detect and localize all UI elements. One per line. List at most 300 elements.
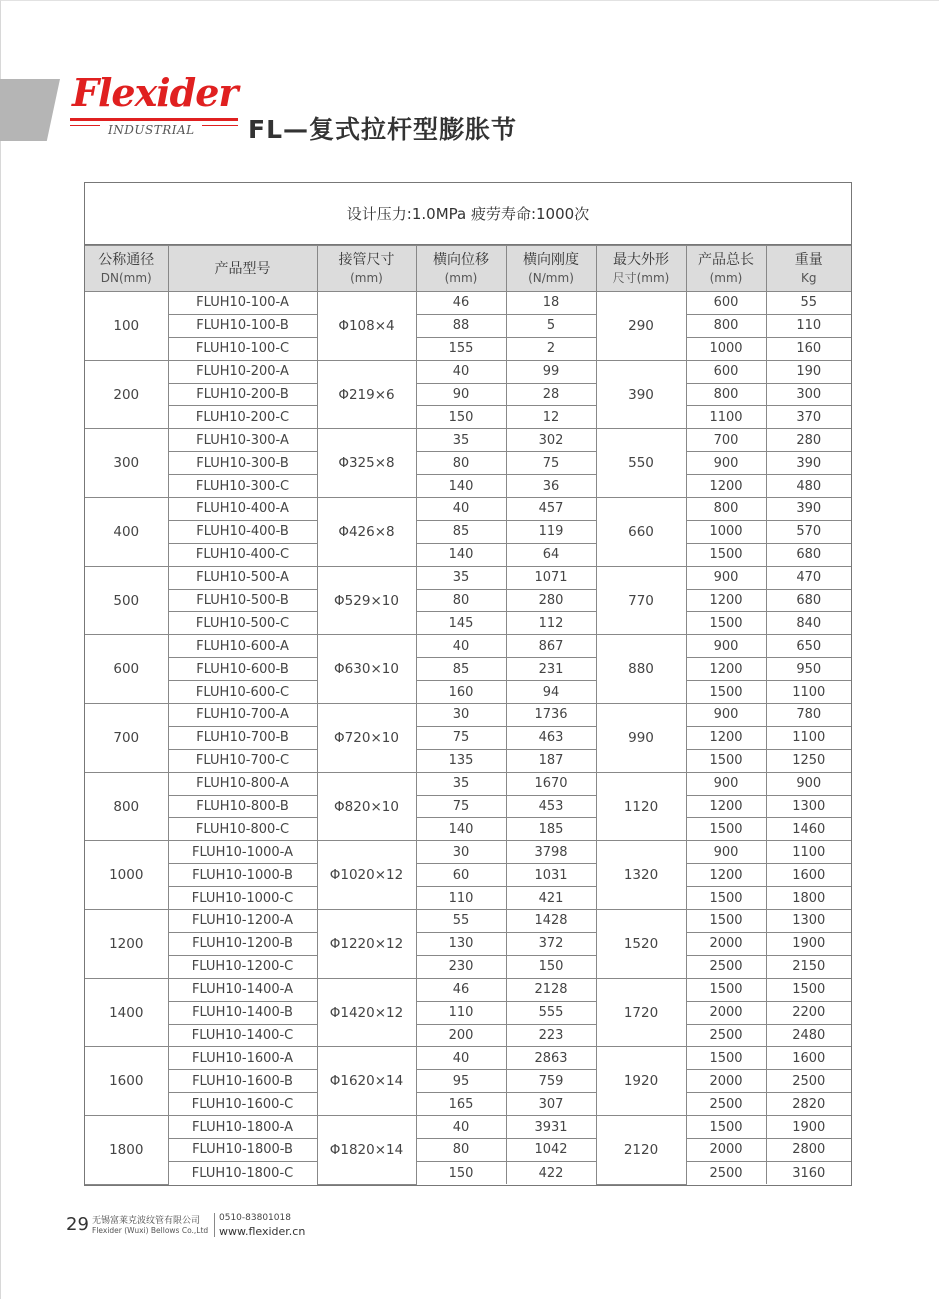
- overall-length-cell: 900: [686, 566, 766, 589]
- table-row: [85, 726, 851, 749]
- overall-length-cell: 1500: [686, 818, 766, 841]
- weight-cell: 160: [766, 337, 851, 360]
- weight-cell: 300: [766, 383, 851, 406]
- weight-cell: 680: [766, 589, 851, 612]
- overall-length-cell: 2500: [686, 1024, 766, 1047]
- dn-cell: 1800: [85, 1116, 168, 1185]
- dn-cell: 400: [85, 498, 168, 567]
- model-cell: FLUH10-800-B: [168, 795, 317, 818]
- model-cell: FLUH10-1600-B: [168, 1070, 317, 1093]
- pipe-size-cell: Φ1820×14: [317, 1116, 416, 1185]
- overall-length-cell: 1200: [686, 726, 766, 749]
- max-outer-size-cell: 770: [596, 566, 686, 635]
- table-row: [85, 314, 851, 337]
- column-header-unit: (mm): [350, 270, 383, 285]
- weight-cell: 390: [766, 498, 851, 521]
- table-row: [85, 635, 851, 658]
- column-header-label: 最大外形: [613, 251, 669, 268]
- lateral-stiffness-cell: 28: [506, 383, 596, 406]
- model-cell: FLUH10-1800-B: [168, 1138, 317, 1161]
- weight-cell: 55: [766, 292, 851, 315]
- overall-length-cell: 2000: [686, 1070, 766, 1093]
- lateral-displacement-cell: 155: [416, 337, 506, 360]
- model-cell: FLUH10-1800-A: [168, 1116, 317, 1139]
- model-cell: FLUH10-100-A: [168, 292, 317, 315]
- lateral-displacement-cell: 75: [416, 795, 506, 818]
- logo-sub-line-left: [70, 125, 100, 126]
- column-header-unit: (mm): [709, 270, 743, 285]
- overall-length-cell: 2000: [686, 932, 766, 955]
- table-row: [85, 795, 851, 818]
- max-outer-size-cell: 2120: [596, 1116, 686, 1185]
- weight-cell: 1500: [766, 978, 851, 1001]
- model-cell: FLUH10-1800-C: [168, 1161, 317, 1184]
- lateral-displacement-cell: 150: [416, 1161, 506, 1184]
- lateral-displacement-cell: 88: [416, 314, 506, 337]
- dn-cell: 500: [85, 566, 168, 635]
- overall-length-cell: 1000: [686, 520, 766, 543]
- dn-cell: 1400: [85, 978, 168, 1047]
- lateral-displacement-cell: 40: [416, 498, 506, 521]
- pipe-size-cell: Φ720×10: [317, 704, 416, 773]
- lateral-displacement-cell: 135: [416, 749, 506, 772]
- model-cell: FLUH10-1600-A: [168, 1047, 317, 1070]
- overall-length-cell: 1500: [686, 681, 766, 704]
- lateral-stiffness-cell: 1428: [506, 910, 596, 933]
- weight-cell: 480: [766, 475, 851, 498]
- table-caption: 设计压力:1.0MPa 疲劳寿命:1000次: [85, 183, 851, 245]
- table-row: [85, 910, 851, 933]
- lateral-stiffness-cell: 3798: [506, 841, 596, 864]
- column-header-label: 横向刚度: [523, 251, 579, 268]
- weight-cell: 1600: [766, 1047, 851, 1070]
- lateral-stiffness-cell: 302: [506, 429, 596, 452]
- weight-cell: 650: [766, 635, 851, 658]
- model-cell: FLUH10-600-A: [168, 635, 317, 658]
- logo-wordmark: Flexider: [72, 70, 238, 115]
- overall-length-cell: 1000: [686, 337, 766, 360]
- lateral-stiffness-cell: 231: [506, 658, 596, 681]
- column-header: [596, 246, 686, 292]
- max-outer-size-cell: 390: [596, 360, 686, 429]
- lateral-stiffness-cell: 36: [506, 475, 596, 498]
- lateral-stiffness-cell: 372: [506, 932, 596, 955]
- header-gray-tab: [0, 79, 60, 141]
- weight-cell: 370: [766, 406, 851, 429]
- overall-length-cell: 800: [686, 498, 766, 521]
- lateral-displacement-cell: 95: [416, 1070, 506, 1093]
- model-cell: FLUH10-500-B: [168, 589, 317, 612]
- overall-length-cell: 900: [686, 841, 766, 864]
- overall-length-cell: 600: [686, 360, 766, 383]
- max-outer-size-cell: 990: [596, 704, 686, 773]
- table-row: [85, 749, 851, 772]
- lateral-stiffness-cell: 12: [506, 406, 596, 429]
- model-cell: FLUH10-600-B: [168, 658, 317, 681]
- table-row: [85, 360, 851, 383]
- weight-cell: 1600: [766, 864, 851, 887]
- model-cell: FLUH10-300-A: [168, 429, 317, 452]
- lateral-displacement-cell: 35: [416, 772, 506, 795]
- lateral-stiffness-cell: 185: [506, 818, 596, 841]
- weight-cell: 1250: [766, 749, 851, 772]
- lateral-displacement-cell: 140: [416, 475, 506, 498]
- model-cell: FLUH10-1400-B: [168, 1001, 317, 1024]
- page-number: 29: [66, 1214, 89, 1235]
- weight-cell: 1100: [766, 681, 851, 704]
- table-row: [85, 932, 851, 955]
- model-cell: FLUH10-300-C: [168, 475, 317, 498]
- model-cell: FLUH10-1200-C: [168, 955, 317, 978]
- model-cell: FLUH10-700-B: [168, 726, 317, 749]
- column-header-label: 公称通径: [98, 251, 155, 268]
- model-cell: FLUH10-200-B: [168, 383, 317, 406]
- lateral-displacement-cell: 80: [416, 1138, 506, 1161]
- column-header: [686, 246, 766, 292]
- lateral-stiffness-cell: 463: [506, 726, 596, 749]
- model-cell: FLUH10-1000-A: [168, 841, 317, 864]
- lateral-displacement-cell: 110: [416, 887, 506, 910]
- lateral-displacement-cell: 160: [416, 681, 506, 704]
- weight-cell: 1800: [766, 887, 851, 910]
- pipe-size-cell: Φ108×4: [317, 292, 416, 361]
- table-row: [85, 543, 851, 566]
- model-cell: FLUH10-700-A: [168, 704, 317, 727]
- column-header-label: 重量: [794, 251, 823, 268]
- lateral-displacement-cell: 30: [416, 704, 506, 727]
- pipe-size-cell: Φ630×10: [317, 635, 416, 704]
- table-row: [85, 1024, 851, 1047]
- column-header-unit: 尺寸(mm): [612, 270, 670, 285]
- spec-table-container: [84, 182, 852, 1186]
- lateral-stiffness-cell: 150: [506, 955, 596, 978]
- company-website: www.flexider.cn: [219, 1225, 306, 1238]
- lateral-stiffness-cell: 64: [506, 543, 596, 566]
- dn-cell: 1600: [85, 1047, 168, 1116]
- column-header-label: 产品总长: [698, 251, 754, 268]
- overall-length-cell: 800: [686, 383, 766, 406]
- lateral-displacement-cell: 165: [416, 1093, 506, 1116]
- table-body: [85, 292, 851, 1185]
- column-header: [506, 246, 596, 292]
- dn-cell: 300: [85, 429, 168, 498]
- pipe-size-cell: Φ529×10: [317, 566, 416, 635]
- overall-length-cell: 1500: [686, 910, 766, 933]
- model-cell: FLUH10-200-A: [168, 360, 317, 383]
- lateral-stiffness-cell: 94: [506, 681, 596, 704]
- lateral-displacement-cell: 130: [416, 932, 506, 955]
- column-header-label: 接管尺寸: [338, 251, 395, 268]
- model-cell: FLUH10-1400-A: [168, 978, 317, 1001]
- model-cell: FLUH10-600-C: [168, 681, 317, 704]
- overall-length-cell: 1500: [686, 543, 766, 566]
- overall-length-cell: 1200: [686, 795, 766, 818]
- table-row: [85, 955, 851, 978]
- overall-length-cell: 1500: [686, 612, 766, 635]
- logo-sub-line-right: [202, 125, 238, 126]
- lateral-displacement-cell: 140: [416, 543, 506, 566]
- dn-cell: 1200: [85, 910, 168, 979]
- lateral-displacement-cell: 80: [416, 452, 506, 475]
- table-row: [85, 292, 851, 315]
- overall-length-cell: 1100: [686, 406, 766, 429]
- lateral-displacement-cell: 75: [416, 726, 506, 749]
- weight-cell: 390: [766, 452, 851, 475]
- lateral-displacement-cell: 140: [416, 818, 506, 841]
- table-row: [85, 841, 851, 864]
- lateral-stiffness-cell: 187: [506, 749, 596, 772]
- table-row: [85, 1116, 851, 1139]
- overall-length-cell: 1500: [686, 1116, 766, 1139]
- lateral-stiffness-cell: 453: [506, 795, 596, 818]
- spec-table: [85, 245, 851, 1185]
- lateral-displacement-cell: 40: [416, 635, 506, 658]
- max-outer-size-cell: 880: [596, 635, 686, 704]
- model-cell: FLUH10-1200-A: [168, 910, 317, 933]
- column-header: [85, 246, 168, 292]
- model-cell: FLUH10-100-C: [168, 337, 317, 360]
- overall-length-cell: 600: [686, 292, 766, 315]
- table-row: [85, 612, 851, 635]
- overall-length-cell: 2000: [686, 1001, 766, 1024]
- lateral-displacement-cell: 60: [416, 864, 506, 887]
- lateral-stiffness-cell: 3931: [506, 1116, 596, 1139]
- overall-length-cell: 1500: [686, 1047, 766, 1070]
- lateral-stiffness-cell: 1670: [506, 772, 596, 795]
- table-row: [85, 1001, 851, 1024]
- table-row: [85, 429, 851, 452]
- weight-cell: 2800: [766, 1138, 851, 1161]
- table-row: [85, 566, 851, 589]
- lateral-displacement-cell: 200: [416, 1024, 506, 1047]
- overall-length-cell: 900: [686, 452, 766, 475]
- weight-cell: 2200: [766, 1001, 851, 1024]
- table-row: [85, 1161, 851, 1184]
- lateral-stiffness-cell: 1071: [506, 566, 596, 589]
- max-outer-size-cell: 550: [596, 429, 686, 498]
- table-row: [85, 1070, 851, 1093]
- lateral-stiffness-cell: 18: [506, 292, 596, 315]
- logo-subtitle: INDUSTRIAL: [108, 123, 195, 137]
- lateral-displacement-cell: 90: [416, 383, 506, 406]
- lateral-stiffness-cell: 2128: [506, 978, 596, 1001]
- dn-cell: 600: [85, 635, 168, 704]
- column-header: [766, 246, 851, 292]
- model-cell: FLUH10-500-A: [168, 566, 317, 589]
- lateral-stiffness-cell: 1031: [506, 864, 596, 887]
- overall-length-cell: 2500: [686, 1093, 766, 1116]
- pipe-size-cell: Φ1620×14: [317, 1047, 416, 1116]
- lateral-stiffness-cell: 759: [506, 1070, 596, 1093]
- table-header-row: [85, 246, 851, 292]
- lateral-displacement-cell: 40: [416, 360, 506, 383]
- table-row: [85, 1138, 851, 1161]
- lateral-displacement-cell: 80: [416, 589, 506, 612]
- max-outer-size-cell: 290: [596, 292, 686, 361]
- lateral-stiffness-cell: 75: [506, 452, 596, 475]
- pipe-size-cell: Φ219×6: [317, 360, 416, 429]
- pipe-size-cell: Φ1020×12: [317, 841, 416, 910]
- overall-length-cell: 1200: [686, 589, 766, 612]
- lateral-displacement-cell: 55: [416, 910, 506, 933]
- lateral-stiffness-cell: 280: [506, 589, 596, 612]
- weight-cell: 2820: [766, 1093, 851, 1116]
- table-row: [85, 475, 851, 498]
- model-cell: FLUH10-400-A: [168, 498, 317, 521]
- lateral-displacement-cell: 230: [416, 955, 506, 978]
- model-cell: FLUH10-1200-B: [168, 932, 317, 955]
- weight-cell: 2480: [766, 1024, 851, 1047]
- weight-cell: 1300: [766, 795, 851, 818]
- lateral-displacement-cell: 35: [416, 429, 506, 452]
- max-outer-size-cell: 1320: [596, 841, 686, 910]
- table-row: [85, 818, 851, 841]
- table-row: [85, 864, 851, 887]
- model-cell: FLUH10-1400-C: [168, 1024, 317, 1047]
- table-row: [85, 498, 851, 521]
- weight-cell: 840: [766, 612, 851, 635]
- lateral-stiffness-cell: 2863: [506, 1047, 596, 1070]
- model-cell: FLUH10-1000-B: [168, 864, 317, 887]
- lateral-stiffness-cell: 112: [506, 612, 596, 635]
- lateral-stiffness-cell: 223: [506, 1024, 596, 1047]
- table-row: [85, 681, 851, 704]
- column-header-unit: DN(mm): [100, 270, 152, 285]
- lateral-stiffness-cell: 457: [506, 498, 596, 521]
- weight-cell: 2500: [766, 1070, 851, 1093]
- max-outer-size-cell: 1520: [596, 910, 686, 979]
- lateral-stiffness-cell: 867: [506, 635, 596, 658]
- model-cell: FLUH10-200-C: [168, 406, 317, 429]
- weight-cell: 280: [766, 429, 851, 452]
- overall-length-cell: 900: [686, 635, 766, 658]
- overall-length-cell: 1500: [686, 887, 766, 910]
- table-row: [85, 887, 851, 910]
- weight-cell: 3160: [766, 1161, 851, 1184]
- weight-cell: 190: [766, 360, 851, 383]
- table-row: [85, 337, 851, 360]
- lateral-displacement-cell: 30: [416, 841, 506, 864]
- dn-cell: 700: [85, 704, 168, 773]
- column-header: [317, 246, 416, 292]
- lateral-displacement-cell: 145: [416, 612, 506, 635]
- pipe-size-cell: Φ1420×12: [317, 978, 416, 1047]
- company-name-en: Flexider (Wuxi) Bellows Co.,Ltd: [92, 1226, 209, 1235]
- lateral-stiffness-cell: 2: [506, 337, 596, 360]
- overall-length-cell: 1200: [686, 658, 766, 681]
- overall-length-cell: 700: [686, 429, 766, 452]
- lateral-stiffness-cell: 119: [506, 520, 596, 543]
- overall-length-cell: 1500: [686, 978, 766, 1001]
- max-outer-size-cell: 1120: [596, 772, 686, 841]
- dn-cell: 200: [85, 360, 168, 429]
- lateral-displacement-cell: 150: [416, 406, 506, 429]
- weight-cell: 1100: [766, 841, 851, 864]
- table-row: [85, 1093, 851, 1116]
- table-row: [85, 406, 851, 429]
- model-cell: FLUH10-100-B: [168, 314, 317, 337]
- table-row: [85, 589, 851, 612]
- weight-cell: 680: [766, 543, 851, 566]
- lateral-stiffness-cell: 99: [506, 360, 596, 383]
- overall-length-cell: 2500: [686, 1161, 766, 1184]
- weight-cell: 570: [766, 520, 851, 543]
- model-cell: FLUH10-400-C: [168, 543, 317, 566]
- weight-cell: 470: [766, 566, 851, 589]
- overall-length-cell: 1500: [686, 749, 766, 772]
- model-cell: FLUH10-800-A: [168, 772, 317, 795]
- column-header: [416, 246, 506, 292]
- lateral-displacement-cell: 85: [416, 658, 506, 681]
- max-outer-size-cell: 660: [596, 498, 686, 567]
- lateral-stiffness-cell: 307: [506, 1093, 596, 1116]
- table-row: [85, 772, 851, 795]
- column-header-unit: (mm): [444, 270, 478, 285]
- model-cell: FLUH10-1000-C: [168, 887, 317, 910]
- overall-length-cell: 1200: [686, 475, 766, 498]
- column-header-label: 横向位移: [433, 251, 489, 268]
- max-outer-size-cell: 1720: [596, 978, 686, 1047]
- table-row: [85, 520, 851, 543]
- table-row: [85, 978, 851, 1001]
- page-title: FL—复式拉杆型膨胀节: [248, 115, 518, 144]
- weight-cell: 2150: [766, 955, 851, 978]
- model-cell: FLUH10-1600-C: [168, 1093, 317, 1116]
- dn-cell: 800: [85, 772, 168, 841]
- lateral-stiffness-cell: 5: [506, 314, 596, 337]
- lateral-displacement-cell: 46: [416, 978, 506, 1001]
- weight-cell: 1300: [766, 910, 851, 933]
- table-row: [85, 452, 851, 475]
- column-header-label: 产品型号: [214, 260, 271, 277]
- lateral-displacement-cell: 40: [416, 1047, 506, 1070]
- lateral-stiffness-cell: 1042: [506, 1138, 596, 1161]
- overall-length-cell: 800: [686, 314, 766, 337]
- flexider-logo: [70, 70, 240, 144]
- dn-cell: 1000: [85, 841, 168, 910]
- overall-length-cell: 2500: [686, 955, 766, 978]
- footer-divider: [214, 1213, 215, 1237]
- pipe-size-cell: Φ325×8: [317, 429, 416, 498]
- weight-cell: 110: [766, 314, 851, 337]
- lateral-displacement-cell: 85: [416, 520, 506, 543]
- table-row: [85, 1047, 851, 1070]
- dn-cell: 100: [85, 292, 168, 361]
- table-row: [85, 704, 851, 727]
- overall-length-cell: 900: [686, 772, 766, 795]
- lateral-stiffness-cell: 422: [506, 1161, 596, 1184]
- lateral-displacement-cell: 46: [416, 292, 506, 315]
- column-header-unit: Kg: [801, 270, 817, 285]
- model-cell: FLUH10-700-C: [168, 749, 317, 772]
- column-header: [168, 246, 317, 292]
- overall-length-cell: 900: [686, 704, 766, 727]
- lateral-displacement-cell: 40: [416, 1116, 506, 1139]
- overall-length-cell: 2000: [686, 1138, 766, 1161]
- model-cell: FLUH10-400-B: [168, 520, 317, 543]
- logo-red-line: [70, 118, 238, 121]
- weight-cell: 1460: [766, 818, 851, 841]
- max-outer-size-cell: 1920: [596, 1047, 686, 1116]
- pipe-size-cell: Φ426×8: [317, 498, 416, 567]
- model-cell: FLUH10-800-C: [168, 818, 317, 841]
- lateral-stiffness-cell: 1736: [506, 704, 596, 727]
- weight-cell: 1100: [766, 726, 851, 749]
- weight-cell: 1900: [766, 932, 851, 955]
- overall-length-cell: 1200: [686, 864, 766, 887]
- weight-cell: 950: [766, 658, 851, 681]
- weight-cell: 1900: [766, 1116, 851, 1139]
